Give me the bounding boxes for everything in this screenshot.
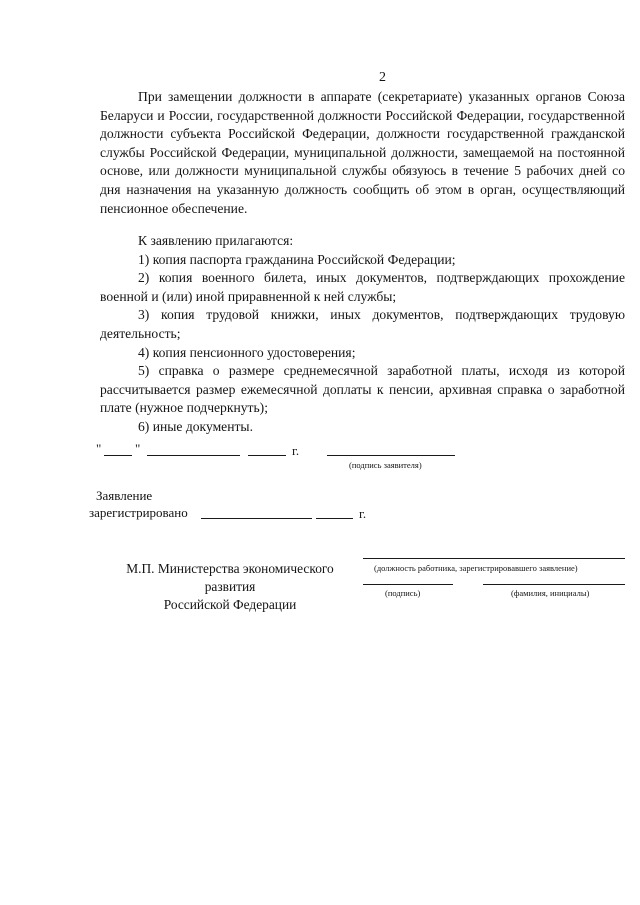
attachments-heading: К заявлению прилагаются: xyxy=(138,233,294,248)
officer-position-field[interactable] xyxy=(363,558,625,559)
date-day-field[interactable] xyxy=(104,455,132,456)
attachment-item: 3) копия трудовой книжки, иных документов, подтверждающих трудовую деятельность; xyxy=(100,307,625,341)
registration-date-field[interactable] xyxy=(201,518,312,519)
officer-signature-field[interactable] xyxy=(363,584,453,585)
date-quote-close: " xyxy=(135,441,141,456)
officer-position-caption: (должность работника, зарегистрировавшего заявление) xyxy=(374,563,578,573)
officer-name-field[interactable] xyxy=(483,584,625,585)
page-number: 2 xyxy=(379,70,386,85)
attachment-item: 1) копия паспорта гражданина Российской Федерации; xyxy=(138,251,456,267)
attachment-item: 5) справка о размере среднемесячной заработной платы, исходя из которой рассчитывается размер ежемесячной доплаты к пенсии, архивная справка о заработной плате (нужное подчеркнуть); xyxy=(100,363,625,416)
attachments-section xyxy=(100,232,625,437)
registration-label-2: зарегистрировано xyxy=(89,505,188,520)
date-year-suffix: г. xyxy=(292,443,300,458)
obligation-text: При замещении должности в аппарате (секретариате) указанных органов Союза Беларуси и России, государственной должности Российской Федерации, государственной должности субъекта Российской Федерации, должности государственной гражданской службы Российской Федерации, муниципальной должности, замещаемой на постоянной основе, или должности муниципальной службы обязуюсь в течение 5 рабочих дней со дня назначения на указанную должность сообщить об этом в орган, осуществляющий пенсионное обеспечение. xyxy=(100,89,625,216)
applicant-signature-field[interactable] xyxy=(327,455,455,456)
stamp-block xyxy=(100,560,360,614)
date-month-field[interactable] xyxy=(147,455,240,456)
attachment-item: 6) иные документы. xyxy=(138,418,253,434)
registration-year-field[interactable] xyxy=(316,518,353,519)
date-quote-open: " xyxy=(96,441,102,456)
officer-signature-caption: (подпись) xyxy=(385,588,421,598)
stamp-line-2: Российской Федерации xyxy=(163,597,297,612)
obligation-paragraph xyxy=(100,88,625,218)
registration-year-suffix: г. xyxy=(359,506,367,521)
date-year-field[interactable] xyxy=(248,455,286,456)
officer-name-caption: (фамилия, инициалы) xyxy=(511,588,590,598)
registration-label-1: Заявление xyxy=(96,488,153,503)
attachment-item: 2) копия военного билета, иных документов, подтверждающих прохождение военной и (или) иной приравненной к ней службы; xyxy=(100,270,625,304)
attachment-item: 4) копия пенсионного удостоверения; xyxy=(138,344,356,360)
stamp-line-1: М.П. Министерства экономического развития xyxy=(126,561,334,594)
applicant-signature-caption: (подпись заявителя) xyxy=(349,460,422,470)
